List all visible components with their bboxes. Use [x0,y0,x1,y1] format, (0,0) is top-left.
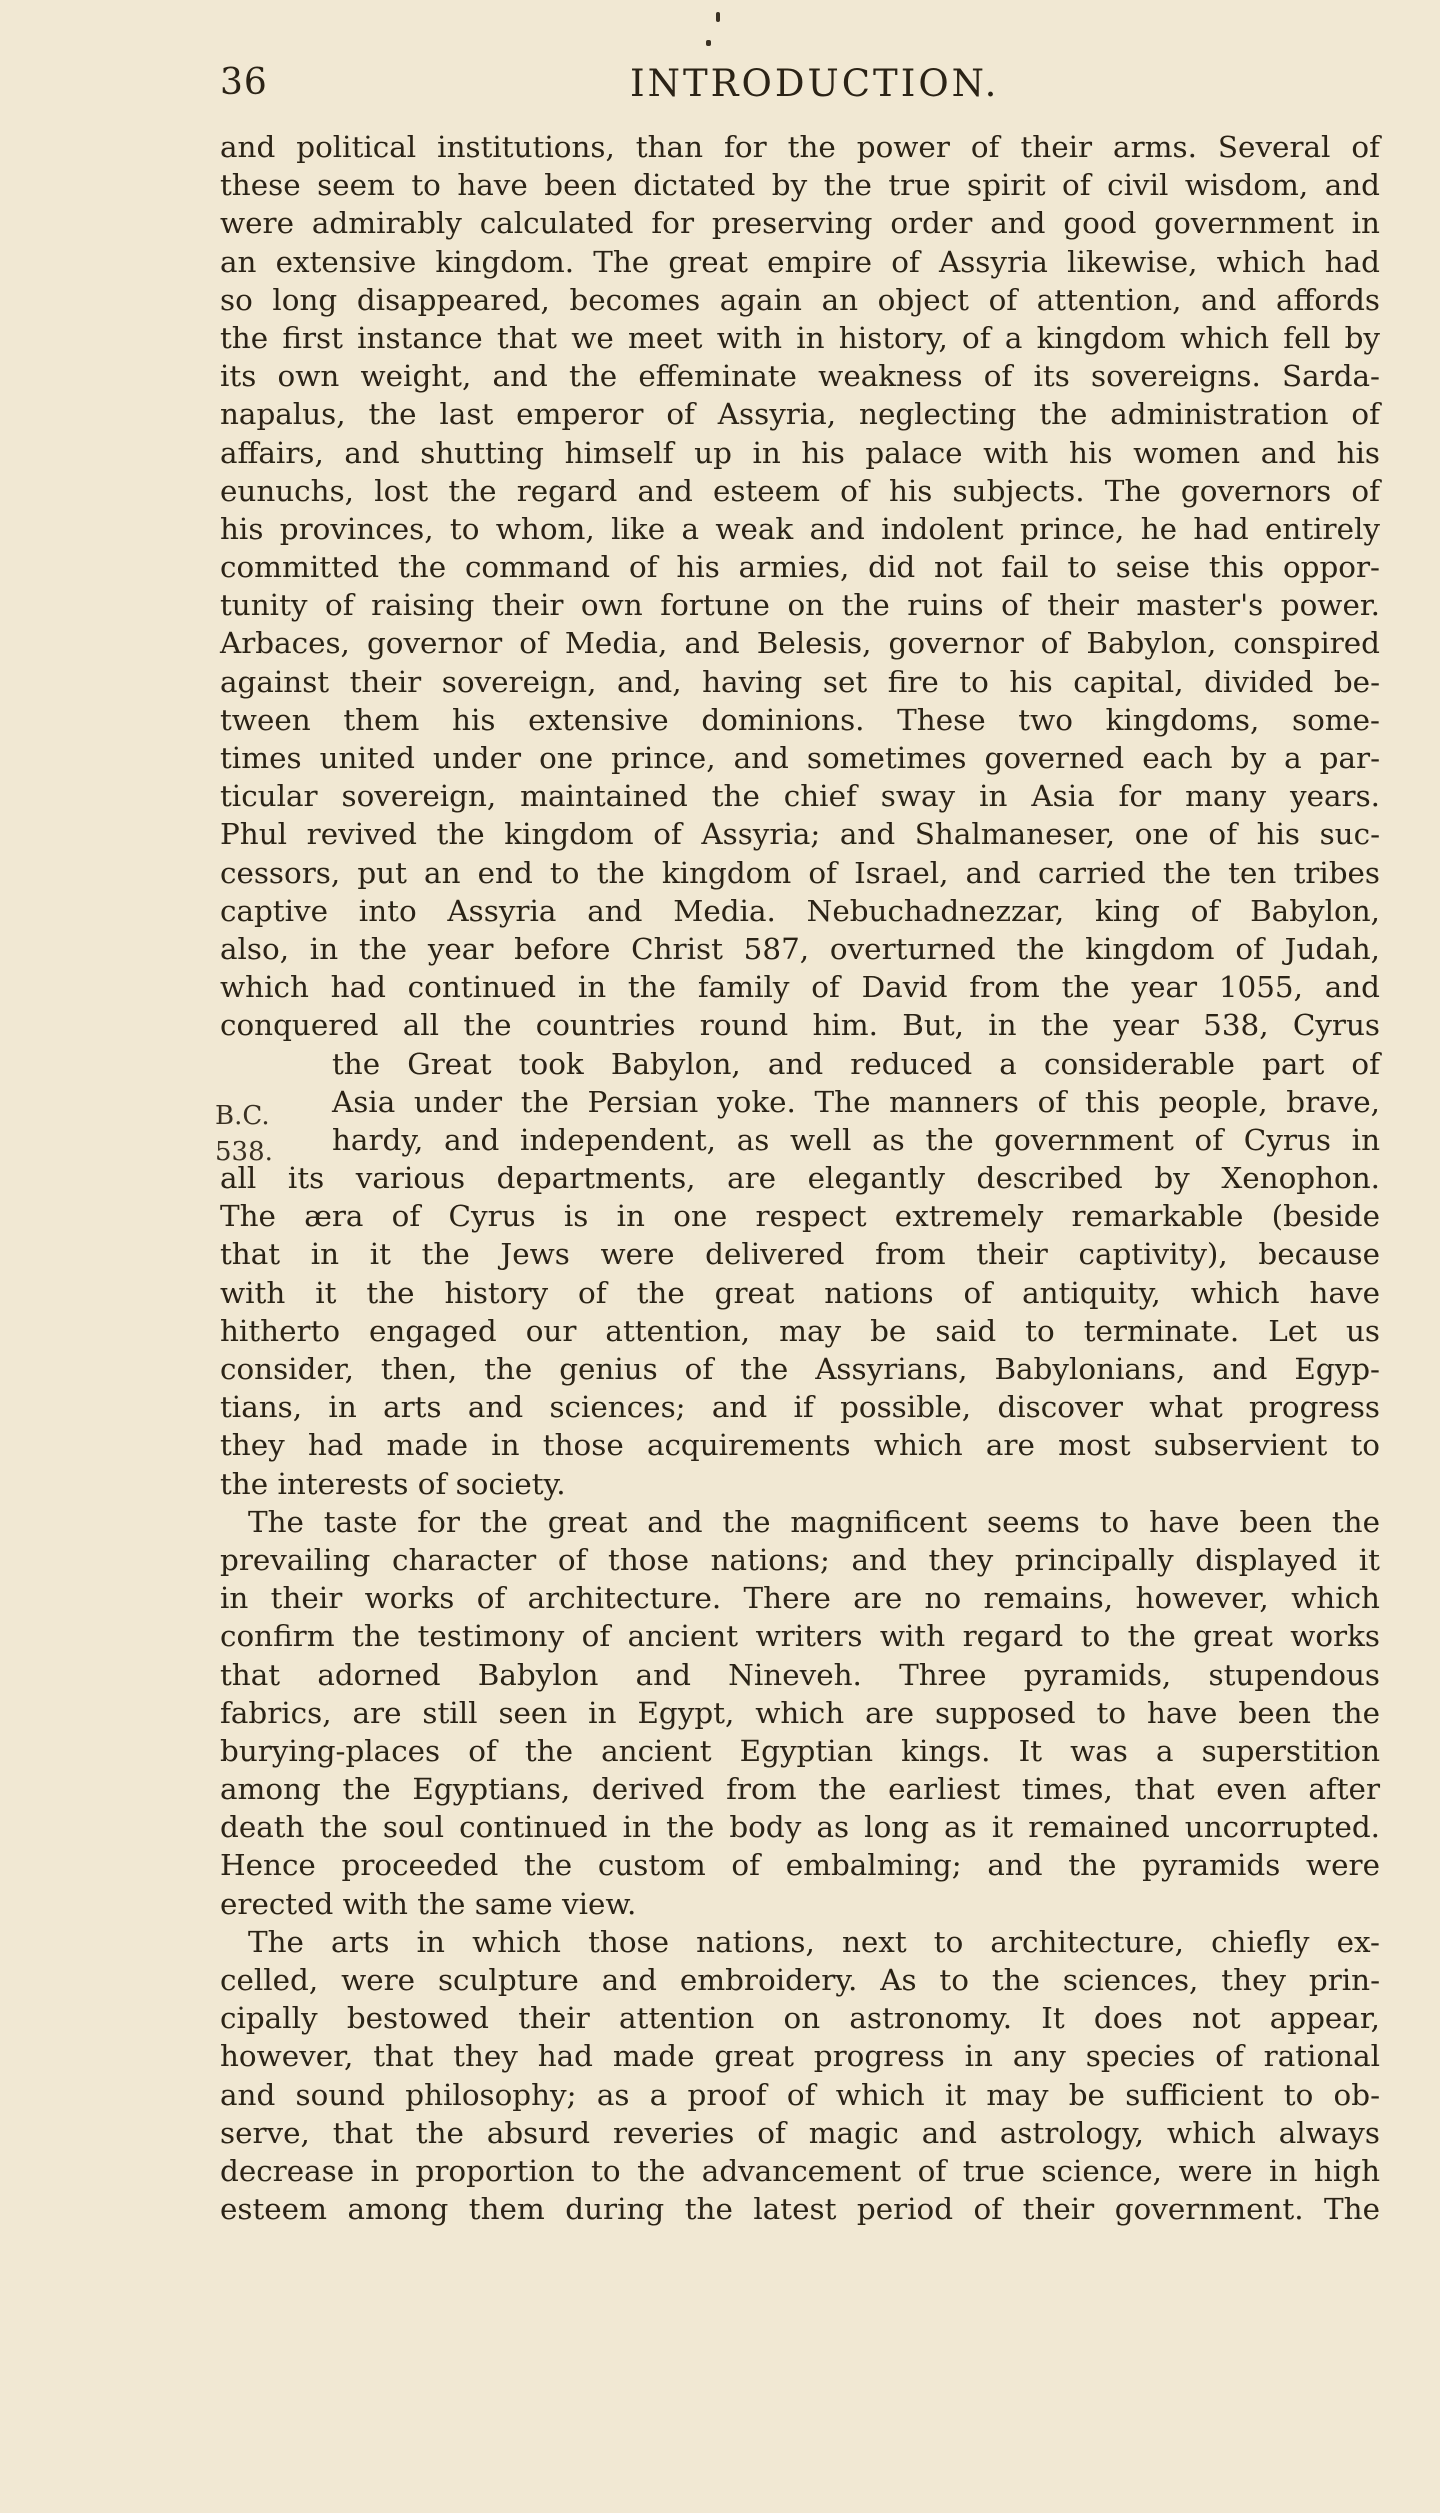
text-line: these seem to have been dictated by the true spirit of civil wisdom, and [220,168,1380,203]
text-line: ticular sovereign, maintained the chief sway in Asia for many years. [220,779,1380,814]
text-line: the first instance that we meet with in history, of a kingdom which fell by [220,320,1380,355]
text-line: fabrics, are still seen in Egypt, which are supposed to have been the [220,1695,1380,1730]
text-line: Phul revived the kingdom of Assyria; and Shalmaneser, one of his suc- [220,817,1380,852]
running-head [220,62,1380,132]
text-line: Arbaces, governor of Media, and Belesis, governor of Babylon, conspired [220,626,1380,661]
text-line: affairs, and shutting himself up in his palace with his women and his [220,435,1380,470]
text-line: burying-places of the ancient Egyptian kings. It was a superstition [220,1733,1380,1768]
text-line: also, in the year before Christ 587, overturned the kingdom of Judah, [220,931,1380,966]
text-line: his provinces, to whom, like a weak and indolent prince, he had entirely [220,511,1380,546]
text-line: with it the history of the great nations of antiquity, which have [220,1275,1380,1310]
text-line: cessors, put an end to the kingdom of Israel, and carried the ten tribes [220,855,1380,890]
text-line: The arts in which those nations, next to architecture, chiefly ex- [248,1924,1380,1959]
ink-speck [716,12,720,22]
margin-note-year: 538. [215,1137,273,1167]
text-line: consider, then, the genius of the Assyrians, Babylonians, and Egyp- [220,1352,1380,1386]
text-line: and sound philosophy; as a proof of which it may be sufficient to ob- [220,2077,1380,2112]
text-line: that adorned Babylon and Nineveh. Three pyramids, stupendous [220,1657,1380,1692]
text-line: captive into Assyria and Media. Nebuchadnezzar, king of Babylon, [220,893,1380,928]
text-line: prevailing character of those nations; and they principally displayed it [220,1542,1380,1577]
page-number: 36 [220,62,268,103]
text-line: celled, were sculpture and embroidery. As to the sciences, they prin- [220,1963,1380,1997]
text-line: Hence proceeded the custom of embalming; and the pyramids were [220,1848,1380,1883]
text-line: they had made in those acquirements which are most subservient to [220,1428,1380,1463]
body-text [220,128,1380,2228]
text-line: tians, in arts and sciences; and if possible, discover what progress [220,1390,1380,1425]
text-line: were admirably calculated for preserving order and good government in [220,206,1380,241]
text-line: the Great took Babylon, and reduced a considerable part of [332,1046,1380,1081]
text-line: times united under one prince, and sometimes governed each by a par- [220,741,1380,775]
text-line: eunuchs, lost the regard and esteem of his subjects. The governors of [220,473,1380,508]
text-line: hardy, and independent, as well as the government of Cyrus in [332,1122,1380,1157]
text-line: hitherto engaged our attention, may be said to terminate. Let us [220,1313,1380,1348]
text-line: against their sovereign, and, having set fire to his capital, divided be- [220,664,1380,699]
ink-speck [706,40,711,46]
text-line: the interests of society. [220,1466,566,1501]
text-line: so long disappeared, becomes again an object of attention, and affords [220,282,1380,317]
running-title: INTRODUCTION. [630,62,1000,105]
text-line: tunity of raising their own fortune on the ruins of their master's power. [220,588,1380,623]
text-line: in their works of architecture. There are no remains, however, which [220,1581,1380,1616]
text-line: all its various departments, are elegantly described by Xenophon. [220,1161,1380,1196]
text-line: cipally bestowed their attention on astronomy. It does not appear, [220,2001,1380,2036]
text-line: decrease in proportion to the advancement of true science, were in high [220,2153,1380,2188]
text-line: serve, that the absurd reveries of magic and astrology, which always [220,2115,1380,2150]
text-line: committed the command of his armies, did not fail to seise this oppor- [220,550,1380,585]
text-line: however, that they had made great progress in any species of rational [220,2039,1380,2074]
text-line: an extensive kingdom. The great empire of Assyria likewise, which had [220,244,1380,279]
text-line: its own weight, and the effeminate weakness of its sovereigns. Sarda- [220,359,1380,394]
text-line: which had continued in the family of David from the year 1055, and [220,970,1380,1005]
text-line: The æra of Cyrus is in one respect extremely remarkable (beside [220,1199,1380,1234]
text-line: death the soul continued in the body as long as it remained uncorrupted. [220,1810,1380,1845]
text-line: tween them his extensive dominions. These two kingdoms, some- [220,702,1380,737]
text-line: conquered all the countries round him. But, in the year 538, Cyrus [220,1008,1380,1043]
text-line: confirm the testimony of ancient writers with regard to the great works [220,1619,1380,1654]
text-line: erected with the same view. [220,1886,637,1921]
text-line: The taste for the great and the magnificent seems to have been the [248,1504,1380,1539]
text-line: Asia under the Persian yoke. The manners of this people, brave, [332,1084,1380,1119]
text-line: that in it the Jews were delivered from their captivity), because [220,1237,1380,1272]
text-line: and political institutions, than for the power of their arms. Several of [220,130,1380,164]
text-line: esteem among them during the latest period of their government. The [220,2192,1380,2227]
margin-note-era: B.C. [215,1101,270,1131]
text-line: among the Egyptians, derived from the earliest times, that even after [220,1772,1380,1807]
text-line: napalus, the last emperor of Assyria, neglecting the administration of [220,397,1380,432]
